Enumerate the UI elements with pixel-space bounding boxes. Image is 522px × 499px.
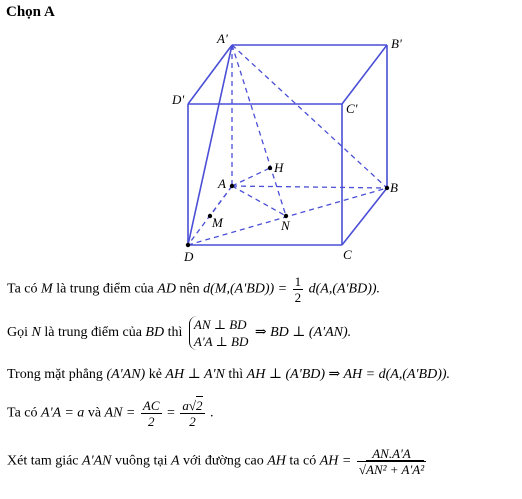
l1-text-c: nên [179,281,200,297]
text-line-4 [7,398,214,429]
label-c-prime: C' [346,101,358,116]
cube-points [186,166,389,247]
l5-text-a: Xét tam giác [7,453,79,469]
l2-n: N [31,325,41,341]
l4-expr-1: A'A = a [41,405,85,421]
l4-frac-1-num: AC [142,398,160,413]
l4-equals: = [167,405,175,421]
l5-text-b: vuông tại [114,453,168,469]
l2-bd: BD [145,325,165,341]
l4-text-b: và [87,405,102,421]
l2-text-b: là trung điểm của [44,325,142,341]
text-line-1 [7,274,380,305]
l4-text-a: Ta có [7,405,38,421]
l5-frac-den-radicand: AN² + A'A² [366,462,425,477]
l4-lhs: AN = [104,405,136,421]
l1-frac-num: 1 [294,274,302,289]
label-c: C [343,247,352,262]
l4-frac-2-num: a√2 [182,398,203,413]
l5-a: A [170,453,180,469]
l1-text-b: là trung điểm của [56,281,154,297]
l3-expr-1: AH ⊥ A'N [165,367,225,382]
l5-text-c: với đường cao [183,453,264,469]
text-line-3 [7,366,450,383]
l4-frac-2-num-a: a [182,398,189,413]
l5-ah: AH [267,453,286,469]
l3-text-a: Trong mặt phẳng [7,367,103,382]
l1-rhs: d(A,(A'BD)). [308,281,381,297]
label-d: D [184,249,194,264]
l2-text-a: Gọi [7,325,28,341]
l5-triangle: A'AN [82,453,112,469]
l4-end: . [210,405,214,421]
l5-frac-num: AN.A'A [357,446,426,462]
l4-frac-1-den: 2 [147,414,155,429]
label-b: B [390,180,398,195]
l3-expr-2: AH ⊥ (A'BD) ⇒ AH = d(A,(A'BD)). [246,367,451,382]
l3-plane: (A'AN) [106,367,146,382]
label-b-prime: B' [391,36,402,51]
label-a-prime: A' [217,31,228,46]
l2-system [189,316,248,350]
l5-lhs: AH = [319,453,352,469]
l1-frac-den: 2 [294,290,302,305]
l4-frac-2-den: 2 [189,414,196,429]
label-n: N [281,218,290,233]
l1-text-a: Ta có [7,281,38,297]
text-line-5 [7,446,428,477]
l1-ad: AD [157,281,176,297]
l3-text-c: thì [228,367,244,382]
text-line-2 [7,316,351,350]
heading: Chọn A [6,4,55,20]
l1-lhs: d(M,(A'BD)) = [203,281,288,297]
l2-sys-1: AN ⊥ BD [193,317,247,332]
l5-text-d: ta có [289,453,317,469]
l5-frac-den: √AN² + A'A² [358,462,425,477]
label-m: M [212,215,223,230]
label-d-prime: D' [172,92,185,107]
l2-text-c: thì [167,325,183,341]
l4-frac-2-num-radicand: 2 [196,398,203,413]
l1-m: M [41,281,53,297]
l5-frac [357,446,426,477]
l2-sys-2: A'A ⊥ BD [193,334,249,349]
label-h: H [274,160,284,175]
l4-frac-1 [141,398,162,429]
l2-result: ⇒ BD ⊥ (A'AN). [254,325,352,341]
l1-frac [293,274,304,305]
l4-frac-2 [180,398,204,429]
label-a: A [218,176,226,191]
l3-text-b: kẻ [148,367,162,382]
